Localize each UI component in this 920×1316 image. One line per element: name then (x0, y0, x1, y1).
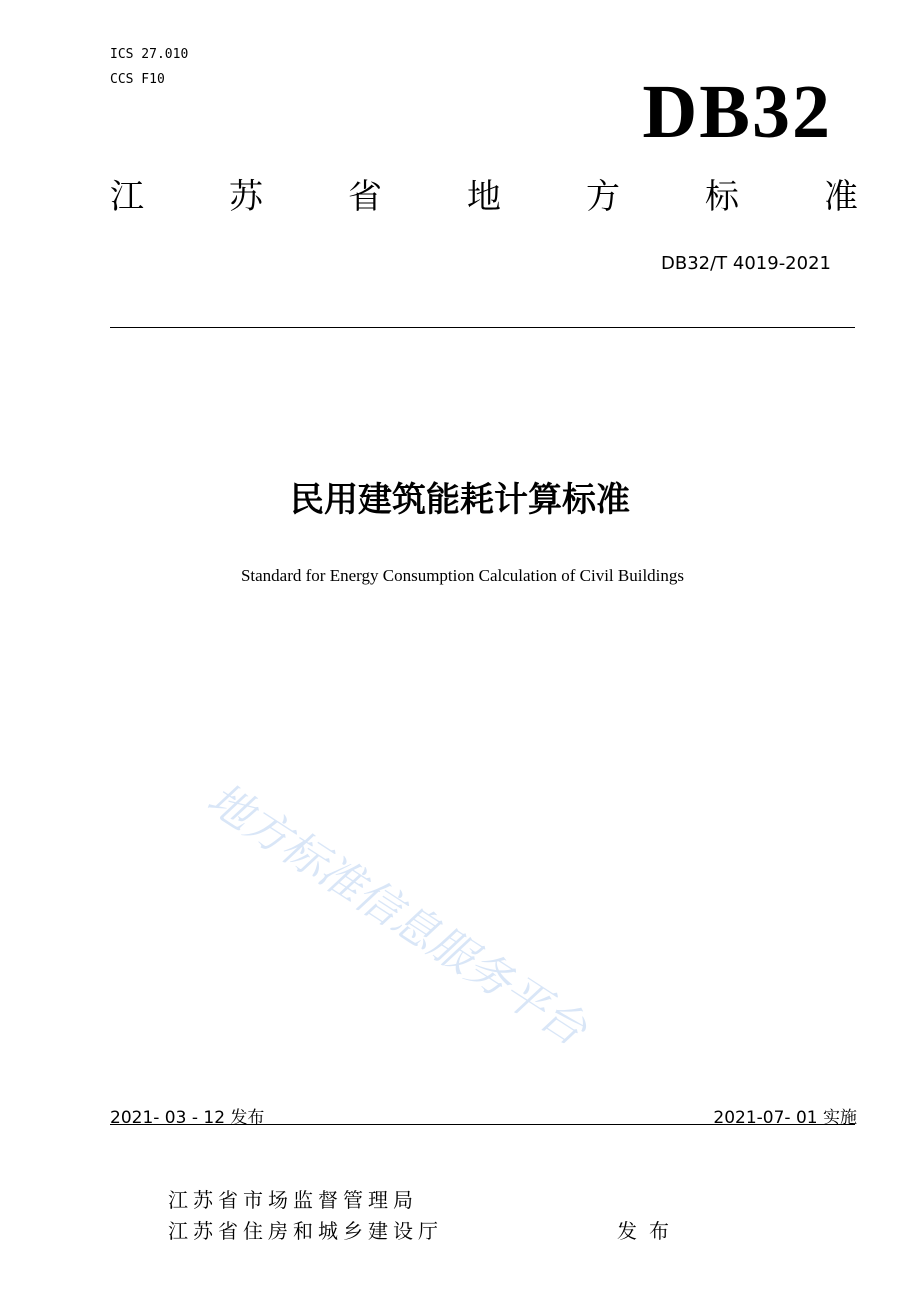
standard-type-char: 苏 (229, 177, 263, 217)
standard-type-char: 江 (110, 177, 144, 217)
issuer-market-regulation: 江苏省市场监督管理局 (168, 1188, 418, 1212)
header-divider (110, 327, 855, 328)
footer-divider (110, 1124, 855, 1125)
standard-type-char: 标 (705, 177, 739, 217)
standard-type-char: 地 (467, 177, 501, 217)
standard-type-char: 方 (586, 177, 620, 217)
implementation-date: 2021-07- 01 实施 (713, 1108, 857, 1128)
watermark: 地方标准信息服务平台 (198, 773, 596, 1056)
standard-type-char: 准 (824, 177, 858, 217)
standard-code-mark: DB32 (642, 70, 832, 154)
ccs-code: CCS F10 (110, 72, 165, 87)
standard-number: DB32/T 4019-2021 (660, 253, 831, 274)
title-chinese: 民用建筑能耗计算标准 (290, 480, 630, 520)
title-english: Standard for Energy Consumption Calculation of Civil Buildings (240, 566, 685, 585)
publish-label: 发布 (617, 1219, 681, 1243)
issue-date: 2021- 03 - 12 发布 (110, 1108, 265, 1128)
standard-type-char: 省 (348, 177, 382, 217)
ics-code: ICS 27.010 (110, 47, 189, 62)
issuer-housing-construction: 江苏省住房和城乡建设厅 (168, 1219, 443, 1243)
standard-type-heading (110, 177, 858, 217)
